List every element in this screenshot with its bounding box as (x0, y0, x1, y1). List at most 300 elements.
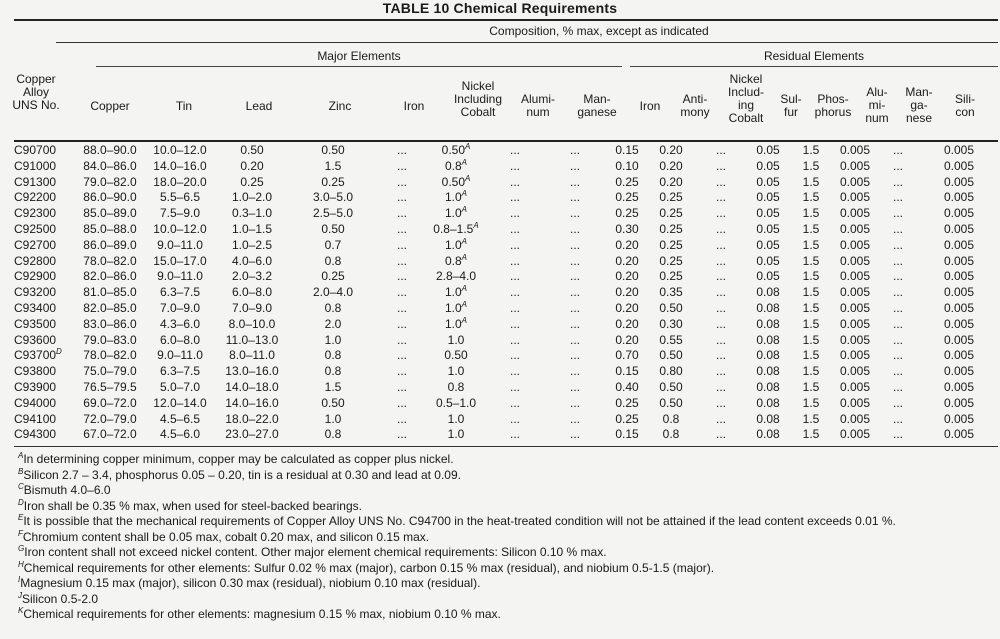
cell-copper: 88.0–90.0 (83, 143, 137, 157)
col-header-manganese: Man- ganese (577, 92, 617, 119)
table-row (14, 238, 998, 254)
cell-iron: ... (396, 158, 407, 173)
footnote-k (18, 607, 993, 623)
cell-manganese: ... (569, 269, 580, 284)
cell-aluminum: ... (509, 143, 520, 157)
table-row (14, 348, 998, 364)
cell-residual-aluminum: 0.005 (839, 269, 871, 284)
cell-residual-iron: 0.40 (615, 379, 639, 394)
cell-sulfur: 0.08 (756, 395, 780, 410)
cell-uns-no: C92500 (14, 221, 57, 236)
cell-manganese: ... (569, 190, 580, 205)
cell-sulfur: 0.08 (756, 300, 780, 315)
col-header-zinc: Zinc (328, 99, 352, 113)
footnote-marker: A (461, 237, 468, 246)
cell-residual-manganese: ... (892, 316, 903, 331)
cell-uns-no: C91300 (14, 174, 57, 189)
cell-iron: ... (396, 364, 407, 379)
cell-uns-no: C94000 (14, 395, 57, 410)
cell-residual-nickel: ... (715, 158, 726, 173)
cell-zinc: 2.5–5.0 (312, 206, 354, 221)
cell-silicon: 0.005 (943, 332, 975, 347)
cell-nickel: 1.0 (447, 411, 465, 426)
cell-tin: 5.0–7.0 (159, 379, 201, 394)
footnote-text: Silicon 2.7 – 3.4, phosphorus 0.05 – 0.20, tin is a residual at 0.30 and lead at 0.09. (23, 467, 461, 482)
cell-manganese: ... (569, 285, 580, 300)
cell-nickel: 0.5–1.0 (435, 395, 477, 410)
cell-sulfur: 0.05 (756, 221, 780, 236)
cell-uns-no: C93900 (14, 379, 57, 394)
cell-residual-aluminum: 0.005 (839, 206, 871, 221)
cell-residual-nickel: ... (715, 174, 726, 189)
cell-manganese: ... (569, 174, 580, 189)
cell-nickel: $1.0^A$ (444, 237, 468, 252)
cell-tin: 14.0–16.0 (153, 158, 207, 173)
cell-silicon: 0.005 (943, 427, 975, 442)
cell-phosphorus: 1.5 (802, 158, 820, 173)
cell-residual-nickel: ... (715, 348, 726, 363)
cell-manganese: ... (569, 221, 580, 236)
footnote-marker: A (461, 190, 468, 199)
cell-residual-nickel: ... (715, 237, 726, 252)
cell-tin: 5.5–6.5 (159, 190, 201, 205)
cell-aluminum: ... (509, 379, 520, 394)
footnote-mark: F (18, 528, 23, 538)
cell-silicon: 0.005 (943, 206, 975, 221)
cell-iron: ... (396, 143, 407, 157)
cell-residual-nickel: ... (715, 253, 726, 268)
cell-residual-aluminum: 0.005 (839, 427, 871, 442)
cell-lead: 0.25 (240, 174, 264, 189)
col-header-lead: Lead (245, 99, 273, 113)
footnote-marker: A (461, 316, 468, 325)
cell-sulfur: 0.08 (756, 316, 780, 331)
cell-zinc: 0.25 (321, 174, 345, 189)
cell-iron: ... (396, 411, 407, 426)
cell-zinc: 2.0–4.0 (312, 285, 354, 300)
cell-copper: 79.0–83.0 (83, 332, 137, 347)
cell-phosphorus: 1.5 (802, 316, 820, 331)
cell-lead: 8.0–10.0 (228, 316, 276, 331)
cell-residual-iron: 0.25 (615, 411, 639, 426)
cell-lead: 23.0–27.0 (225, 427, 279, 442)
cell-residual-manganese: ... (892, 332, 903, 347)
footnote-text: Chemical requirements for other elements: Sulfur 0.02 % max (major), carbon 0.15 % max (residual), and niobium 0.5-1.5 (major). (23, 560, 715, 575)
cell-aluminum: ... (509, 300, 520, 315)
footnote-text: Chemical requirements for other elements: magnesium 0.15 % max, niobium 0.10 % max. (23, 607, 501, 621)
cell-residual-iron: 0.15 (615, 427, 639, 442)
cell-nickel: $1.0^A$ (444, 316, 468, 331)
cell-residual-manganese: ... (892, 379, 903, 394)
cell-residual-manganese: ... (892, 348, 903, 363)
cell-copper: 78.0–82.0 (83, 253, 137, 268)
footnote-marker: A (465, 143, 471, 151)
cell-antimony: 0.25 (659, 253, 683, 268)
footnote-mark: D (18, 497, 24, 507)
footnote-g (18, 545, 993, 561)
cell-residual-aluminum: 0.005 (839, 253, 871, 268)
header-bottom-rule (14, 140, 998, 142)
cell-tin: 6.0–8.0 (159, 332, 201, 347)
residual-elements-header: Residual Elements (763, 49, 865, 63)
cell-tin: 4.3–6.0 (159, 316, 201, 331)
cell-lead: 0.3–1.0 (231, 206, 273, 221)
cell-nickel: $0.8^A$ (444, 158, 468, 173)
cell-phosphorus: 1.5 (802, 411, 820, 426)
cell-sulfur: 0.08 (756, 348, 780, 363)
cell-copper: 83.0–86.0 (83, 316, 137, 331)
cell-sulfur: 0.05 (756, 190, 780, 205)
cell-residual-nickel: ... (715, 427, 726, 442)
cell-uns-no: $C93700^D$ (14, 348, 62, 363)
cell-manganese: ... (569, 427, 580, 442)
cell-tin: 10.0–12.0 (153, 143, 207, 157)
cell-nickel: $0.8^A$ (444, 253, 468, 268)
col-header-iron: Iron (403, 99, 425, 113)
cell-copper: 82.0–85.0 (83, 300, 137, 315)
footnote-text: Bismuth 4.0–6.0 (23, 483, 111, 497)
col-header-nickel: Nickel Including Cobalt (453, 79, 503, 119)
cell-tin: 6.3–7.5 (159, 364, 201, 379)
cell-residual-nickel: ... (715, 395, 726, 410)
cell-sulfur: 0.08 (756, 332, 780, 347)
cell-residual-manganese: ... (892, 174, 903, 189)
footnote-marker: A (461, 285, 468, 294)
footnote-d (18, 499, 993, 515)
footnote-text: Silicon 0.5-2.0 (22, 591, 99, 606)
cell-uns-no: C93500 (14, 316, 57, 331)
table-row (14, 143, 998, 159)
table-row (14, 380, 998, 396)
cell-iron: ... (396, 427, 407, 442)
cell-phosphorus: 1.5 (802, 348, 820, 363)
cell-residual-nickel: ... (715, 316, 726, 331)
cell-phosphorus: 1.5 (802, 332, 820, 347)
cell-aluminum: ... (509, 332, 520, 347)
cell-uns-no: C93600 (14, 332, 57, 347)
cell-silicon: 0.005 (943, 174, 975, 189)
cell-residual-aluminum: 0.005 (839, 364, 871, 379)
cell-copper: 69.0–72.0 (83, 395, 137, 410)
footnote-a (18, 452, 993, 468)
cell-antimony: 0.25 (659, 221, 683, 236)
cell-tin: 18.0–20.0 (153, 174, 207, 189)
cell-antimony: 0.80 (659, 364, 683, 379)
cell-residual-aluminum: 0.005 (839, 300, 871, 315)
cell-residual-aluminum: 0.005 (839, 285, 871, 300)
cell-residual-aluminum: 0.005 (839, 395, 871, 410)
cell-uns-no: C92900 (14, 269, 57, 284)
cell-phosphorus: 1.5 (802, 190, 820, 205)
cell-sulfur: 0.08 (756, 411, 780, 426)
col-header-tin: Tin (175, 99, 193, 113)
cell-residual-iron: 0.20 (615, 253, 639, 268)
cell-residual-nickel: ... (715, 411, 726, 426)
cell-manganese: ... (569, 379, 580, 394)
cell-nickel: $1.0^A$ (444, 300, 468, 315)
footnote-text: Chromium content shall be 0.05 max, cobalt 0.20 max, and silicon 0.15 max. (22, 529, 430, 544)
cell-residual-nickel: ... (715, 269, 726, 284)
cell-residual-iron: 0.25 (615, 174, 639, 189)
cell-silicon: 0.005 (943, 237, 975, 252)
cell-lead: 7.0–9.0 (231, 300, 273, 315)
footnote-text: It is possible that the mechanical requirements of Copper Alloy UNS No. C94700 in the heat-treated condition will not be attained if the lead content exceeds 0.01 %. (23, 514, 896, 528)
cell-iron: ... (396, 253, 407, 268)
cell-iron: ... (396, 395, 407, 410)
cell-residual-aluminum: 0.005 (839, 143, 871, 157)
table-row (14, 190, 998, 206)
cell-sulfur: 0.05 (756, 143, 780, 157)
cell-residual-nickel: ... (715, 364, 726, 379)
cell-uns-no: C94100 (14, 411, 57, 426)
cell-lead: 18.0–22.0 (225, 411, 279, 426)
cell-manganese: ... (569, 253, 580, 268)
cell-manganese: ... (569, 348, 580, 363)
cell-residual-aluminum: 0.005 (839, 316, 871, 331)
cell-zinc: 1.0 (324, 332, 342, 347)
cell-copper: 84.0–86.0 (83, 158, 137, 173)
cell-lead: 0.20 (240, 158, 264, 173)
cell-copper: 85.0–88.0 (83, 221, 137, 236)
cell-lead: 2.0–3.2 (231, 269, 273, 284)
cell-residual-nickel: ... (715, 300, 726, 315)
cell-nickel: 0.8 (447, 379, 465, 394)
table-row (14, 364, 998, 380)
cell-residual-manganese: ... (892, 158, 903, 173)
cell-iron: ... (396, 379, 407, 394)
cell-silicon: 0.005 (943, 364, 975, 379)
table-bottom-rule (14, 446, 998, 447)
cell-antimony: 0.20 (659, 143, 683, 157)
cell-lead: 1.0–2.5 (231, 237, 273, 252)
footnote-text: Iron shall be 0.35 % max, when used for steel-backed bearings. (23, 498, 362, 513)
cell-manganese: ... (569, 411, 580, 426)
cell-uns-no: C93400 (14, 300, 57, 315)
cell-silicon: 0.005 (943, 143, 975, 157)
cell-aluminum: ... (509, 253, 520, 268)
cell-aluminum: ... (509, 174, 520, 189)
cell-manganese: ... (569, 395, 580, 410)
cell-iron: ... (396, 332, 407, 347)
cell-residual-iron: 0.20 (615, 316, 639, 331)
cell-residual-iron: 0.25 (615, 395, 639, 410)
cell-sulfur: 0.05 (756, 174, 780, 189)
cell-zinc: 0.8 (324, 427, 342, 442)
cell-uns-no: C91000 (14, 158, 57, 173)
cell-tin: 9.0–11.0 (157, 269, 203, 284)
table-row (14, 254, 998, 270)
cell-phosphorus: 1.5 (802, 427, 820, 442)
cell-tin: 9.0–11.0 (157, 237, 203, 252)
cell-iron: ... (396, 206, 407, 221)
cell-residual-manganese: ... (892, 300, 903, 315)
cell-nickel: $1.0^A$ (444, 190, 468, 205)
cell-tin: 10.0–12.0 (153, 221, 207, 236)
footnote-marker: A (465, 174, 471, 183)
cell-uns-no: C92800 (14, 253, 57, 268)
cell-lead: 8.0–11.0 (229, 348, 275, 363)
cell-aluminum: ... (509, 221, 520, 236)
footnote-j (18, 592, 993, 608)
cell-nickel: $1.0^A$ (444, 285, 468, 300)
cell-zinc: 0.25 (321, 269, 345, 284)
cell-silicon: 0.005 (943, 285, 975, 300)
top-rule (14, 19, 998, 21)
cell-nickel: 1.0 (447, 332, 465, 347)
cell-tin: 4.5–6.0 (159, 427, 201, 442)
cell-aluminum: ... (509, 411, 520, 426)
residual-elements-rule (630, 66, 998, 67)
cell-antimony: 0.25 (659, 237, 683, 252)
col-header-residual-iron: Iron (639, 99, 661, 113)
cell-sulfur: 0.08 (756, 427, 780, 442)
table-title: TABLE 10 Chemical Requirements (382, 0, 618, 16)
cell-aluminum: ... (509, 237, 520, 252)
footnote-c (18, 483, 993, 499)
cell-residual-aluminum: 0.005 (839, 332, 871, 347)
cell-lead: 13.0–16.0 (225, 364, 279, 379)
cell-residual-aluminum: 0.005 (839, 411, 871, 426)
cell-phosphorus: 1.5 (802, 143, 820, 157)
footnote-text: Iron content shall not exceed nickel content. Other major element chemical requirements: Silicon 0.10 % max. (24, 545, 607, 559)
cell-silicon: 0.005 (943, 316, 975, 331)
cell-copper: 86.0–89.0 (83, 237, 137, 252)
cell-nickel: 1.0 (447, 364, 465, 379)
cell-manganese: ... (569, 237, 580, 252)
cell-copper: 85.0–89.0 (83, 206, 137, 221)
table-row (14, 301, 998, 317)
cell-zinc: 1.5 (324, 158, 342, 173)
cell-uns-no: C92700 (14, 237, 57, 252)
footnote-marker: A (461, 206, 468, 215)
cell-nickel: 1.0 (447, 427, 465, 442)
cell-residual-aluminum: 0.005 (839, 174, 871, 189)
cell-residual-manganese: ... (892, 143, 903, 157)
chemical-requirements-table (14, 143, 998, 443)
cell-tin: 15.0–17.0 (153, 253, 207, 268)
cell-manganese: ... (569, 158, 580, 173)
cell-tin: 4.5–6.5 (159, 411, 201, 426)
table-row (14, 317, 998, 333)
cell-phosphorus: 1.5 (802, 285, 820, 300)
cell-copper: 86.0–90.0 (83, 190, 137, 205)
footnote-marker: D (56, 348, 62, 357)
col-header-copper: Copper (90, 99, 130, 113)
cell-copper: 82.0–86.0 (83, 269, 137, 284)
cell-phosphorus: 1.5 (802, 237, 820, 252)
cell-copper: 72.0–79.0 (83, 411, 137, 426)
cell-zinc: 1.5 (324, 379, 342, 394)
cell-iron: ... (396, 285, 407, 300)
footnote-h (18, 561, 993, 577)
cell-antimony: 0.35 (659, 285, 683, 300)
footnote-mark: A (18, 451, 24, 460)
cell-residual-nickel: ... (715, 206, 726, 221)
cell-nickel: $0.8-1.5^A$ (433, 221, 479, 236)
cell-aluminum: ... (509, 285, 520, 300)
cell-residual-nickel: ... (715, 379, 726, 394)
cell-antimony: 0.25 (659, 206, 683, 221)
footnotes (18, 452, 993, 623)
footnote-mark: G (18, 544, 25, 553)
footnote-marker: A (461, 300, 468, 309)
cell-sulfur: 0.05 (756, 158, 780, 173)
cell-zinc: 0.50 (321, 143, 345, 157)
cell-nickel: $0.50^A$ (441, 174, 471, 189)
cell-nickel: 2.8–4.0 (435, 269, 477, 284)
cell-iron: ... (396, 269, 407, 284)
cell-uns-no: C94300 (14, 427, 57, 442)
cell-iron: ... (396, 348, 407, 363)
col-header-residual-manganese: Man- ga- nese (905, 85, 933, 125)
cell-sulfur: 0.05 (756, 206, 780, 221)
cell-residual-manganese: ... (892, 269, 903, 284)
table-row (14, 412, 998, 428)
cell-antimony: 0.50 (659, 348, 683, 363)
cell-aluminum: ... (509, 364, 520, 379)
cell-residual-aluminum: 0.005 (839, 190, 871, 205)
cell-residual-nickel: ... (715, 332, 726, 347)
cell-residual-aluminum: 0.005 (839, 221, 871, 236)
cell-zinc: 0.8 (324, 253, 342, 268)
cell-lead: 4.0–6.0 (231, 253, 273, 268)
footnote-marker: A (473, 221, 479, 230)
table-row (14, 396, 998, 412)
table-row (14, 269, 998, 285)
table-row (14, 285, 998, 301)
cell-residual-manganese: ... (892, 395, 903, 410)
cell-lead: 1.0–1.5 (231, 221, 273, 236)
cell-zinc: 3.0–5.0 (312, 190, 354, 205)
cell-residual-iron: 0.15 (615, 364, 639, 379)
footnote-e (18, 514, 993, 530)
col-header-antimony: Anti- mony (680, 92, 710, 119)
cell-sulfur: 0.05 (756, 269, 780, 284)
cell-silicon: 0.005 (943, 411, 975, 426)
cell-iron: ... (396, 316, 407, 331)
cell-zinc: 0.7 (324, 237, 342, 252)
cell-residual-manganese: ... (892, 411, 903, 426)
footnote-text: In determining copper minimum, copper may be calculated as copper plus nickel. (23, 452, 454, 466)
cell-tin: 6.3–7.5 (159, 285, 201, 300)
cell-antimony: 0.50 (659, 379, 683, 394)
cell-antimony: 0.8 (662, 411, 680, 426)
cell-aluminum: ... (509, 190, 520, 205)
table-row (14, 206, 998, 222)
footnote-f (18, 530, 993, 546)
cell-aluminum: ... (509, 158, 520, 173)
cell-copper: 81.0–85.0 (83, 285, 137, 300)
cell-phosphorus: 1.5 (802, 395, 820, 410)
cell-silicon: 0.005 (943, 158, 975, 173)
cell-uns-no: C92200 (14, 190, 57, 205)
cell-manganese: ... (569, 206, 580, 221)
col-header-silicon: Sili- con (955, 92, 975, 119)
cell-phosphorus: 1.5 (802, 206, 820, 221)
cell-silicon: 0.005 (943, 379, 975, 394)
cell-iron: ... (396, 300, 407, 315)
cell-residual-nickel: ... (715, 143, 726, 157)
cell-copper: 78.0–82.0 (83, 348, 137, 363)
cell-residual-manganese: ... (892, 285, 903, 300)
cell-residual-aluminum: 0.005 (839, 237, 871, 252)
cell-silicon: 0.005 (943, 190, 975, 205)
cell-lead: 0.50 (240, 143, 264, 157)
table-row (14, 175, 998, 191)
cell-residual-iron: 0.70 (615, 348, 639, 363)
cell-residual-iron: 0.20 (615, 285, 639, 300)
footnote-mark: C (18, 482, 24, 491)
